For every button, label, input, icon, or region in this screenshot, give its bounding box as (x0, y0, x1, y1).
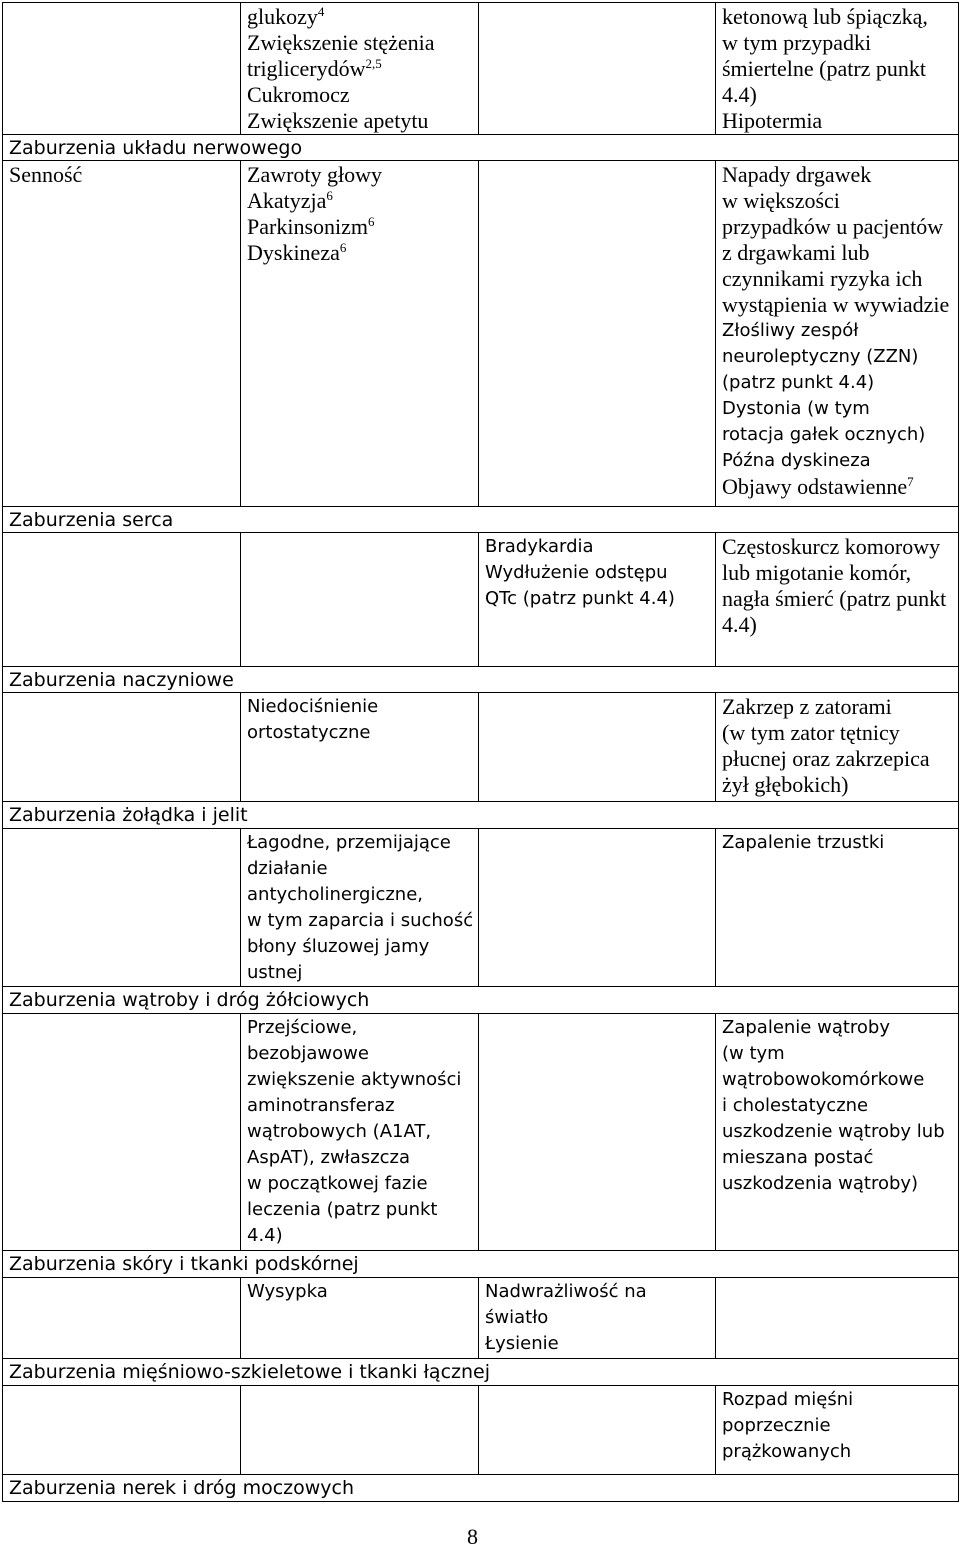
cell-line: Zakrzep z zatorami (722, 694, 892, 719)
table-cell (3, 1014, 241, 1250)
table-row (3, 1014, 959, 1251)
cell-line: Hipotermia (722, 108, 823, 133)
cell-line: neuroleptyczny (ZZN) (722, 346, 919, 367)
table-cell (241, 161, 479, 506)
cell-line: Zwiększenie apetytu (247, 108, 429, 133)
section-header: Zaburzenia żołądka i jelit (3, 802, 959, 828)
cell-line: i cholestatyczne (722, 1095, 869, 1116)
cell-line: Złośliwy zespół (722, 320, 859, 341)
cell-line: rotacja gałek ocznych) (722, 424, 926, 445)
line-text: Objawy odstawienne (722, 474, 908, 499)
cell-line: Późna dyskineza (722, 450, 871, 471)
section-header-row (3, 1251, 959, 1278)
cell-line (722, 474, 956, 500)
cell-line: QTc (patrz punkt 4.4) (485, 588, 675, 609)
line-text: triglicerydów (247, 56, 366, 81)
cell-line: mieszana postać (722, 1147, 874, 1168)
footnote-ref: 2,5 (365, 56, 382, 71)
cell-line (247, 4, 476, 30)
cell-line: (patrz punkt 4.4) (722, 372, 875, 393)
table-cell (716, 829, 959, 986)
table-cell (3, 693, 241, 801)
table-cell (479, 829, 716, 986)
section-header-row (3, 1359, 959, 1386)
section-header-row (3, 667, 959, 693)
table-cell (716, 1278, 959, 1358)
table-cell (716, 1386, 959, 1474)
cell-line: żył głębokich) (722, 772, 849, 797)
section-header: Zaburzenia skóry i tkanki podskórnej (3, 1251, 959, 1277)
cell-line: czynnikami ryzyka ich (722, 266, 923, 291)
cell-line: Łagodne, przemijające (247, 832, 451, 853)
table-row (3, 161, 959, 507)
section-header: Zaburzenia naczyniowe (3, 667, 959, 692)
cell-line: Nadwrażliwość na (485, 1281, 647, 1302)
cell-line: nagła śmierć (patrz punkt (722, 586, 947, 611)
cell-line: Zawroty głowy (247, 162, 383, 187)
cell-line: leczenia (patrz punkt (247, 1199, 438, 1220)
table-cell (3, 3, 241, 134)
table-cell (241, 693, 479, 801)
line-text: Dyskineza (247, 240, 340, 265)
cell-line: Częstoskurcz komorowy (722, 534, 941, 559)
cell-line: aminotransferaz (247, 1095, 395, 1116)
table-row (3, 3, 959, 135)
cell-line: ortostatyczne (247, 722, 371, 743)
table-cell (716, 3, 959, 134)
table-cell (479, 1278, 716, 1358)
section-header: Zaburzenia mięśniowo-szkieletowe i tkanki łącznej (3, 1359, 959, 1385)
table-cell (241, 3, 479, 134)
cell-line: poprzecznie (722, 1415, 831, 1436)
table-cell (3, 161, 241, 506)
cell-line: Zapalenie wątroby (722, 1017, 891, 1038)
table-cell (716, 693, 959, 801)
footnote-ref: 7 (907, 474, 914, 489)
cell-line: AspAT), zwłaszcza (247, 1147, 411, 1168)
table-cell (716, 161, 959, 506)
table-cell (3, 1278, 241, 1358)
cell-line (247, 56, 476, 82)
section-header-row (3, 1475, 959, 1502)
table-cell (241, 1014, 479, 1250)
footnote-ref: 6 (339, 240, 347, 255)
cell-line: błony śluzowej jamy (247, 936, 430, 957)
table-cell (241, 533, 479, 666)
line-text: glukozy (247, 4, 318, 29)
table-cell (479, 533, 716, 666)
cell-line: (w tym zator tętnicy (722, 720, 900, 745)
cell-line: zwiększenie aktywności (247, 1069, 462, 1090)
table-cell (3, 829, 241, 986)
section-header-row (3, 802, 959, 829)
cell-line: Zwiększenie stężenia (247, 30, 435, 55)
cell-line: śmiertelne (patrz punkt (722, 56, 927, 81)
cell-line: Napady drgawek (722, 162, 872, 187)
cell-line: Wysypka (247, 1281, 328, 1302)
cell-line: wątrobowych (A1AT, (247, 1121, 432, 1142)
table-row (3, 533, 959, 667)
table-cell (3, 533, 241, 666)
table-cell (479, 161, 716, 506)
table-cell (479, 1014, 716, 1250)
cell-line: uszkodzenie wątroby lub (722, 1121, 945, 1142)
cell-line: Cukromocz (247, 82, 350, 107)
cell-line: Bradykardia (485, 536, 594, 557)
cell-line: płucnej oraz zakrzepica (722, 746, 930, 771)
cell-line (247, 240, 476, 266)
cell-line: Dystonia (w tym (722, 398, 870, 419)
cell-line: z drgawkami lub (722, 240, 870, 265)
section-header-row (3, 135, 959, 161)
table-cell (241, 829, 479, 986)
table-row (3, 1386, 959, 1475)
cell-line: w tym przypadki (722, 30, 872, 55)
section-header: Zaburzenia serca (3, 507, 959, 532)
line-text: Akatyzja (247, 188, 327, 213)
cell-line: ustnej (247, 962, 303, 983)
footnote-ref: 4 (317, 4, 325, 19)
table-cell (716, 533, 959, 666)
table-cell (479, 1386, 716, 1474)
cell-line: 4.4) (247, 1225, 283, 1246)
cell-line: w tym zaparcia i suchość (247, 910, 474, 931)
cell-line: prążkowanych (722, 1441, 852, 1462)
cell-line: Senność (9, 162, 83, 187)
cell-line: światło (485, 1307, 549, 1328)
cell-line: działanie (247, 858, 328, 879)
cell-line: uszkodzenia wątroby) (722, 1173, 919, 1194)
cell-line: przypadków u pacjentów (722, 214, 944, 239)
cell-line: (w tym (722, 1043, 785, 1064)
cell-line: Wydłużenie odstępu (485, 562, 668, 583)
table-cell (3, 1386, 241, 1474)
table-cell (716, 1014, 959, 1250)
cell-line (247, 188, 476, 214)
cell-line: Niedociśnienie (247, 696, 379, 717)
section-header-row (3, 987, 959, 1014)
section-header-row (3, 507, 959, 533)
cell-line: 4.4) (722, 612, 757, 637)
cell-line (247, 214, 476, 240)
cell-line: wątrobowokomórkowe (722, 1069, 925, 1090)
cell-line: ketonową lub śpiączką, (722, 4, 928, 29)
cell-line: antycholinergiczne, (247, 884, 424, 905)
table-cell (479, 3, 716, 134)
table-row (3, 1278, 959, 1359)
cell-line: wystąpienia w wywiadzie (722, 292, 950, 317)
table-cell (241, 1278, 479, 1358)
table-cell (479, 693, 716, 801)
section-header: Zaburzenia nerek i dróg moczowych (3, 1475, 959, 1501)
section-header: Zaburzenia wątroby i dróg żółciowych (3, 987, 959, 1013)
table-row (3, 693, 959, 802)
cell-line: 4.4) (722, 82, 757, 107)
line-text: Parkinsonizm (247, 214, 368, 239)
footnote-ref: 6 (368, 214, 375, 229)
cell-line: Łysienie (485, 1333, 559, 1354)
section-header: Zaburzenia układu nerwowego (3, 135, 959, 160)
table-row (3, 829, 959, 987)
cell-line: lub migotanie komór, (722, 560, 912, 585)
table-cell (241, 1386, 479, 1474)
cell-line: Zapalenie trzustki (722, 832, 885, 853)
adverse-reactions-table (2, 2, 959, 1502)
page-number: 8 (467, 1524, 478, 1549)
cell-line: w większości (722, 188, 840, 213)
footnote-ref: 6 (326, 188, 333, 203)
cell-line: w początkowej fazie (247, 1173, 428, 1194)
cell-line: Przejściowe, (247, 1017, 358, 1038)
cell-line: Rozpad mięśni (722, 1389, 854, 1410)
cell-line: bezobjawowe (247, 1043, 369, 1064)
